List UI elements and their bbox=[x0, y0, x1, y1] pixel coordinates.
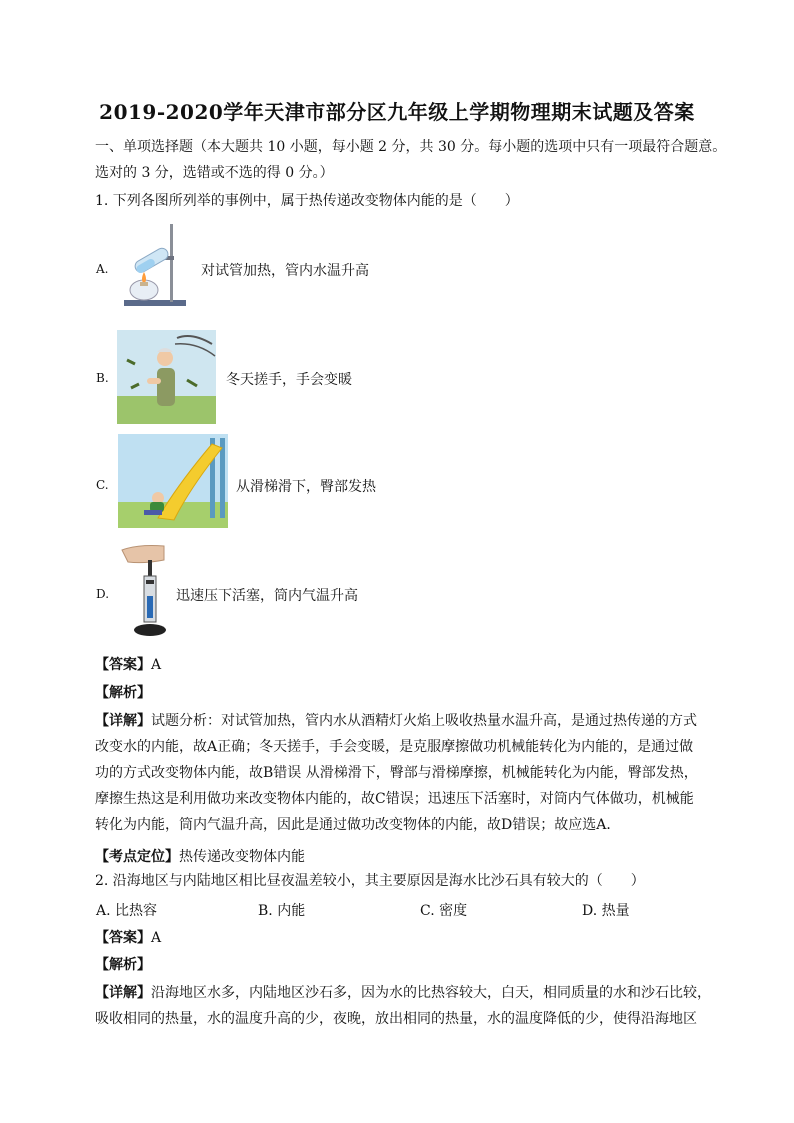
knowledge-point-label: 【考点定位】 bbox=[95, 849, 179, 865]
detail-label: 【详解】 bbox=[95, 713, 151, 729]
answer-label: 【答案】 bbox=[95, 930, 151, 946]
q2-choice-c: C. 密度 bbox=[420, 903, 468, 919]
q2-choice-a: A. 比热容 bbox=[96, 903, 158, 919]
test-tube-heating-icon bbox=[116, 220, 196, 310]
section-instructions-line1: 一、单项选择题（本大题共 10 小题，每小题 2 分，共 30 分。每小题的选项中只有一项最符合题意。 bbox=[95, 139, 727, 155]
q2-analysis-label: 【解析】 bbox=[95, 957, 151, 973]
option-c-text: 从滑梯滑下，臀部发热 bbox=[236, 479, 376, 495]
q2-detail bbox=[95, 980, 711, 1032]
detail-line: 改变水的内能，故A正确；冬天搓手，手会变暖，是克服摩擦做功机械能转化为内能的，是通过做 bbox=[95, 739, 694, 755]
option-b-letter: B. bbox=[96, 371, 109, 385]
section-instructions-line2: 选对的 3 分，选错或不选的得 0 分。） bbox=[95, 165, 334, 181]
option-d-text: 迅速压下活塞，筒内气温升高 bbox=[176, 588, 358, 604]
detail-line: 沿海地区水多，内陆地区沙石多，因为水的比热容较大，白天，相同质量的水和沙石比较， bbox=[151, 985, 711, 1001]
option-a-text: 对试管加热，管内水温升高 bbox=[201, 263, 369, 279]
option-d-letter: D. bbox=[96, 587, 110, 601]
q1-answer bbox=[95, 654, 161, 674]
slide-icon bbox=[118, 434, 228, 528]
option-a-letter: A. bbox=[96, 262, 109, 276]
detail-line: 吸收相同的热量，水的温度升高的少，夜晚，放出相同的热量，水的温度降低的少，使得沿海地区 bbox=[95, 1011, 697, 1027]
option-b-text: 冬天搓手，手会变暖 bbox=[226, 372, 352, 388]
q2-choice-d: D. 热量 bbox=[582, 903, 630, 919]
question-2-stem: 2. 沿海地区与内陆地区相比昼夜温差较小，其主要原因是海水比沙石具有较大的（ ） bbox=[95, 873, 645, 889]
detail-line: 摩擦生热这是利用做功来改变物体内能的，故C错误；迅速压下活塞时，对筒内气体做功，机械能 bbox=[95, 791, 694, 807]
detail-line: 功的方式改变物体内能，故B错误 从滑梯滑下，臀部与滑梯摩擦，机械能转化为内能，臀部发热， bbox=[95, 765, 698, 781]
answer-value: A bbox=[151, 657, 162, 673]
rubbing-hands-icon bbox=[117, 330, 216, 424]
piston-cylinder-icon bbox=[118, 544, 170, 640]
question-1-stem: 1. 下列各图所列举的事例中，属于热传递改变物体内能的是（ ） bbox=[95, 193, 519, 209]
knowledge-point-text: 热传递改变物体内能 bbox=[179, 849, 305, 865]
page-title: 2019-2020学年天津市部分区九年级上学期物理期末试题及答案 bbox=[99, 100, 695, 124]
q1-analysis-label: 【解析】 bbox=[95, 685, 151, 701]
detail-line: 试题分析：对试管加热，管内水从酒精灯火焰上吸收热量水温升高，是通过热传递的方式 bbox=[151, 713, 697, 729]
option-c-letter: C. bbox=[96, 478, 109, 492]
q2-answer bbox=[95, 927, 161, 947]
answer-value: A bbox=[151, 930, 162, 946]
q2-choice-b: B. 内能 bbox=[258, 903, 306, 919]
answer-label: 【答案】 bbox=[95, 657, 151, 673]
detail-label: 【详解】 bbox=[95, 985, 151, 1001]
q1-knowledge-point bbox=[95, 846, 305, 866]
q1-detail bbox=[95, 708, 698, 838]
detail-line: 转化为内能，筒内气温升高，因此是通过做功改变物体的内能，故D错误；故应选A． bbox=[95, 817, 621, 833]
